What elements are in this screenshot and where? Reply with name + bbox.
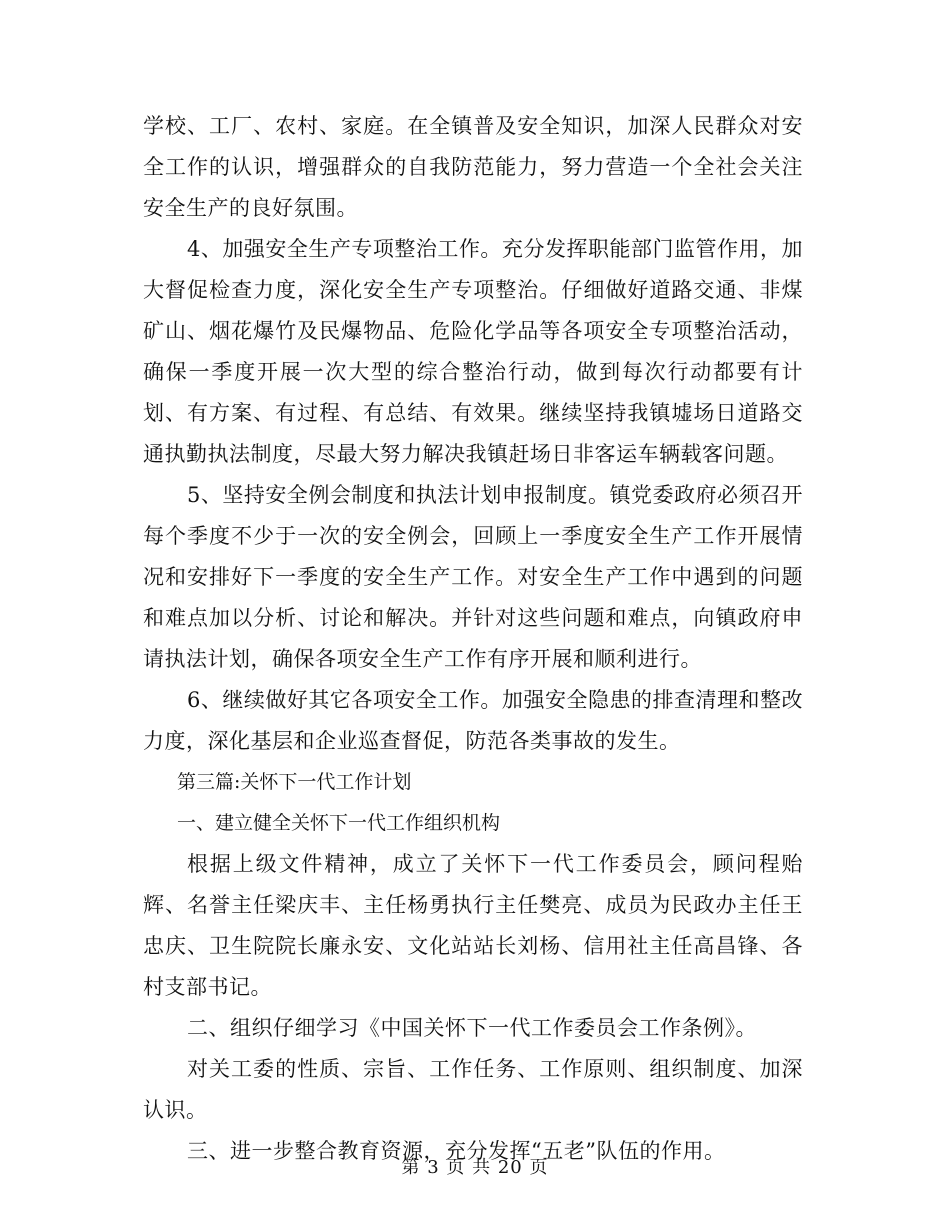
paragraph-resources: 三、进一步整合教育资源，充分发挥“五老”队伍的作用。: [187, 1139, 726, 1163]
paragraph-item-4: 4、加强安全生产专项整治工作。充分发挥职能部门监管作用，加大督促检查力度，深化安全生产专项整治。仔细做好道路交通、非煤矿山、烟花爆竹及民爆物品、危险化学品等各项安全专项整治活动，确保一季度开展一次大型的综合整治行动，做到每次行动都要有计划、有方案、有过程、有总结、有效果。继续坚持我镇墟场日道路交通执勤执法制度，尽最大努力解决我镇赶场日非客运车辆载客问题。: [143, 237, 803, 466]
paragraph-continuation: 学校、工厂、农村、家庭。在全镇普及安全知识，加深人民群众对安全工作的认识，增强群众的自我防范能力，努力营造一个全社会关注安全生产的良好氛围。: [143, 114, 803, 220]
paragraph-item-6: 6、继续做好其它各项安全工作。加强安全隐患的排查清理和整改力度，深化基层和企业巡查督促，防范各类事故的发生。: [143, 688, 803, 753]
paragraph-committee: 根据上级文件精神，成立了关怀下一代工作委员会，顾问程贻辉、名誉主任梁庆丰、主任杨勇执行主任樊亮、成员为民政办主任王忠庆、卫生院院长廉永安、文化站站长刘杨、信用社主任高昌锋、各村支部书记。: [143, 852, 803, 999]
paragraph-study-regulations: 二、组织仔细学习《中国关怀下一代工作委员会工作条例》。: [187, 1016, 757, 1040]
section-title: 第三篇:关怀下一代工作计划: [177, 771, 412, 793]
document-body: [143, 106, 803, 1172]
page-number-footer: 第 3 页 共 20 页: [401, 1157, 549, 1178]
subheading-organization: 一、建立健全关怀下一代工作组织机构: [177, 812, 501, 834]
paragraph-understanding: 对关工委的性质、宗旨、工作任务、工作原则、组织制度、加深认识。: [143, 1057, 803, 1122]
paragraph-item-5: 5、坚持安全例会制度和执法计划申报制度。镇党委政府必须召开每个季度不少于一次的安全例会，回顾上一季度安全生产工作开展情况和安排好下一季度的安全生产工作。对安全生产工作中遇到的问题和难点加以分析、讨论和解决。并针对这些问题和难点，向镇政府申请执法计划，确保各项安全生产工作有序开展和顺利进行。: [143, 483, 803, 671]
